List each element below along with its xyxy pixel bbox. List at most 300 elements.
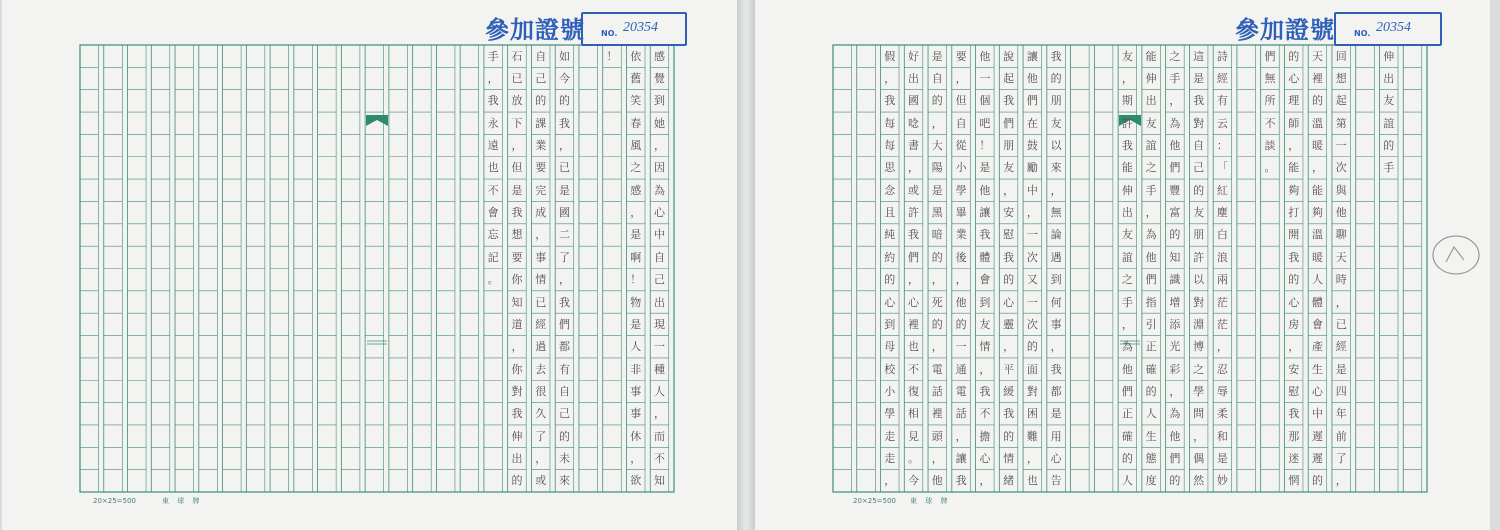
right-handwritten-char: 學 bbox=[884, 407, 896, 421]
right-handwritten-char: 心 bbox=[979, 451, 991, 465]
right-handwritten-char: 他 bbox=[1121, 362, 1133, 376]
right-handwritten-char: 出 bbox=[1121, 206, 1133, 220]
right-handwritten-char: 他 bbox=[1335, 206, 1347, 220]
left-handwritten-char: 我 bbox=[511, 206, 523, 220]
right-handwritten-char: 業 bbox=[955, 228, 967, 242]
right-handwritten-char: 之 bbox=[1121, 273, 1133, 287]
right-handwritten-char: 們 bbox=[1003, 116, 1015, 130]
left-handwritten-char: 會 bbox=[487, 206, 499, 220]
right-handwritten-char: ， bbox=[1145, 206, 1157, 220]
left-handwritten-char: 你 bbox=[511, 273, 523, 287]
right-handwritten-char: ， bbox=[1003, 340, 1015, 354]
right-handwritten-char: 論 bbox=[1050, 228, 1062, 242]
right-handwritten-char: 手 bbox=[1145, 183, 1157, 197]
left-handwritten-char: 一 bbox=[654, 340, 665, 354]
right-handwritten-char: 我 bbox=[955, 474, 967, 488]
left-handwritten-char: 事 bbox=[630, 384, 642, 398]
right-handwritten-char: 的 bbox=[1003, 429, 1015, 443]
left-handwritten-char: 依 bbox=[630, 49, 642, 63]
right-handwritten-char: 心 bbox=[1050, 451, 1062, 465]
right-handwritten-char: 確 bbox=[1121, 429, 1133, 443]
left-handwritten-char: 我 bbox=[558, 295, 570, 309]
right-handwritten-char: 師 bbox=[1288, 116, 1300, 130]
right-handwritten-char: 手 bbox=[1383, 161, 1395, 175]
right-handwritten-char: ， bbox=[979, 474, 991, 488]
right-handwritten-char: 不 bbox=[1264, 116, 1276, 130]
right-handwritten-char: ， bbox=[1050, 340, 1062, 354]
left-handwritten-char: 是 bbox=[558, 183, 570, 197]
right-handwritten-char: 情 bbox=[979, 340, 991, 354]
left-handwritten-char: 如 bbox=[558, 49, 570, 63]
right-handwritten-char: 也 bbox=[1026, 474, 1038, 488]
right-handwritten-char: 但 bbox=[955, 94, 967, 108]
right-handwritten-char: 到 bbox=[884, 317, 896, 331]
right-handwritten-char: 我 bbox=[1003, 407, 1015, 421]
right-handwritten-char: 我 bbox=[1003, 250, 1015, 264]
left-footer-publisher: 東 球 牌 bbox=[162, 497, 203, 505]
right-handwritten-char: 柔 bbox=[1216, 407, 1228, 421]
right-handwritten-char: 經 bbox=[1216, 72, 1228, 86]
left-handwritten-char: 物 bbox=[630, 295, 642, 309]
left-handwritten-char: 的 bbox=[558, 429, 570, 443]
left-handwritten-char: 很 bbox=[535, 384, 547, 398]
right-handwritten-char: 書 bbox=[908, 139, 920, 153]
right-handwritten-char: 或 bbox=[908, 183, 920, 197]
left-handwritten-char: ， bbox=[630, 206, 642, 220]
right-handwritten-char: 讓 bbox=[955, 451, 967, 465]
right-handwritten-char: 次 bbox=[1335, 161, 1347, 175]
left-handwritten-char: 伸 bbox=[511, 429, 523, 443]
right-handwritten-char: 年 bbox=[1335, 407, 1347, 421]
right-handwritten-char: 電 bbox=[955, 384, 967, 398]
right-handwritten-char: 們 bbox=[1121, 384, 1133, 398]
right-handwritten-char: 自 bbox=[931, 72, 943, 86]
book-gutter bbox=[737, 0, 755, 530]
right-handwritten-char: ， bbox=[955, 273, 967, 287]
right-handwritten-char: 的 bbox=[1288, 273, 1300, 287]
right-handwritten-char: 之 bbox=[1145, 161, 1157, 175]
left-handwritten-char: ， bbox=[535, 228, 547, 242]
right-handwritten-char: 暗 bbox=[931, 228, 943, 242]
left-handwritten-char: 知 bbox=[654, 474, 665, 488]
margin-circle-mark bbox=[1430, 232, 1482, 278]
right-handwritten-char: 畢 bbox=[955, 206, 967, 220]
right-handwritten-char: 是 bbox=[931, 49, 943, 63]
right-handwritten-char: 有 bbox=[1216, 94, 1228, 108]
left-handwritten-char: 休 bbox=[630, 429, 642, 443]
right-handwritten-char: 之 bbox=[1193, 362, 1205, 376]
right-handwritten-char: 己 bbox=[1193, 161, 1205, 175]
right-handwritten-char: 朋 bbox=[1050, 94, 1062, 108]
left-handwritten-char: 非 bbox=[630, 362, 642, 376]
left-handwritten-char: 到 bbox=[654, 94, 665, 108]
right-handwritten-char: 。 bbox=[908, 451, 920, 465]
right-handwritten-char: 他 bbox=[979, 49, 991, 63]
right-number-value: 20354 bbox=[1376, 20, 1411, 35]
left-handwritten-char: 春 bbox=[630, 116, 642, 130]
right-handwritten-char: 心 bbox=[1311, 384, 1323, 398]
right-handwritten-char: 是 bbox=[931, 183, 943, 197]
right-handwritten-char: 體 bbox=[979, 250, 991, 264]
right-handwritten-char: ， bbox=[1050, 183, 1062, 197]
right-handwritten-char: 知 bbox=[1169, 250, 1181, 264]
right-handwritten-char: 他 bbox=[931, 474, 943, 488]
right-handwritten-char: 正 bbox=[1121, 407, 1133, 421]
right-handwritten-char: ， bbox=[1121, 317, 1133, 331]
right-handwritten-char: ， bbox=[1311, 161, 1323, 175]
right-handwritten-char: 裡 bbox=[908, 317, 920, 331]
right-handwritten-char: 夠 bbox=[1288, 183, 1300, 197]
left-handwritten-char: 是 bbox=[511, 183, 523, 197]
right-handwritten-char: 何 bbox=[1050, 295, 1062, 309]
left-handwritten-char: 已 bbox=[535, 295, 547, 309]
right-handwritten-char: 能 bbox=[1288, 161, 1300, 175]
left-handwritten-char: 國 bbox=[558, 206, 570, 220]
right-handwritten-char: 為 bbox=[1145, 228, 1157, 242]
right-handwritten-char: 誼 bbox=[1383, 116, 1395, 130]
right-handwritten-char: 我 bbox=[1050, 362, 1062, 376]
right-handwritten-char: 勵 bbox=[1026, 161, 1038, 175]
right-handwritten-char: 引 bbox=[1145, 317, 1157, 331]
left-handwritten-char: 感 bbox=[654, 49, 665, 63]
right-handwritten-char: 的 bbox=[1003, 273, 1015, 287]
left-handwritten-char: 出 bbox=[511, 451, 523, 465]
right-handwritten-char: ， bbox=[1335, 474, 1347, 488]
right-handwritten-char: 增 bbox=[1169, 295, 1181, 309]
left-handwritten-char: 了 bbox=[558, 250, 570, 264]
left-handwritten-char: 未 bbox=[558, 451, 570, 465]
right-handwritten-char: 平 bbox=[1003, 362, 1015, 376]
left-handwritten-char: ， bbox=[535, 451, 547, 465]
right-handwritten-char: 豐 bbox=[1169, 183, 1181, 197]
right-handwritten-char: 頭 bbox=[931, 429, 943, 443]
left-handwritten-char: 手 bbox=[487, 49, 499, 63]
right-handwritten-char: 茫 bbox=[1216, 295, 1228, 309]
right-handwritten-char: 是 bbox=[979, 161, 991, 175]
left-handwritten-char: 遠 bbox=[487, 139, 499, 153]
left-handwritten-char: 已 bbox=[558, 161, 570, 175]
right-handwritten-char: ， bbox=[979, 362, 991, 376]
left-handwritten-char: 要 bbox=[535, 161, 547, 175]
right-handwritten-char: 一 bbox=[1026, 295, 1038, 309]
left-handwritten-char: 對 bbox=[511, 384, 523, 398]
left-handwritten-char: 欲 bbox=[630, 474, 642, 488]
right-handwritten-char: ： bbox=[1216, 139, 1228, 153]
right-handwritten-char: 裡 bbox=[931, 407, 943, 421]
left-footer-grid-spec: 20×25=500 bbox=[93, 497, 136, 505]
right-handwritten-char: 以 bbox=[1193, 273, 1205, 287]
left-handwritten-char: 去 bbox=[535, 362, 547, 376]
right-handwritten-char: 讓 bbox=[1026, 49, 1038, 63]
right-handwritten-char: 人 bbox=[1121, 474, 1133, 488]
right-handwritten-char: 相 bbox=[908, 407, 920, 421]
right-handwritten-char: 遲 bbox=[1311, 451, 1323, 465]
right-number-label: NO. bbox=[1354, 29, 1371, 38]
left-handwritten-char: 已 bbox=[511, 72, 523, 86]
left-handwritten-char: 不 bbox=[487, 183, 499, 197]
left-handwritten-char: 事 bbox=[535, 250, 547, 264]
right-handwritten-char: 伸 bbox=[1121, 183, 1133, 197]
right-handwritten-char: 光 bbox=[1169, 340, 1181, 354]
right-footer-publisher: 東 球 牌 bbox=[910, 497, 951, 505]
right-handwritten-char: 想 bbox=[1335, 72, 1347, 86]
left-handwritten-char: ， bbox=[654, 407, 665, 421]
right-handwritten-char: 們 bbox=[1026, 94, 1038, 108]
right-handwritten-char: 慰 bbox=[1288, 384, 1300, 398]
right-handwritten-char: 回 bbox=[1335, 49, 1347, 63]
right-handwritten-char: 且 bbox=[884, 206, 896, 220]
right-answer-sheet bbox=[755, 0, 1490, 530]
right-handwritten-char: ， bbox=[1288, 340, 1300, 354]
right-handwritten-char: 。 bbox=[1264, 161, 1276, 175]
left-handwritten-char: 經 bbox=[535, 317, 547, 331]
right-handwritten-char: 彩 bbox=[1169, 362, 1181, 376]
right-handwritten-char: 是 bbox=[1335, 362, 1347, 376]
left-handwritten-char: 都 bbox=[558, 340, 570, 354]
right-handwritten-char: 四 bbox=[1335, 384, 1347, 398]
right-handwritten-char: 為 bbox=[1169, 407, 1181, 421]
right-handwritten-char: 我 bbox=[1193, 94, 1205, 108]
right-handwritten-char: 純 bbox=[884, 228, 896, 242]
left-answer-sheet bbox=[2, 0, 737, 530]
right-handwritten-char: 出 bbox=[1383, 72, 1395, 86]
right-handwritten-char: 起 bbox=[1335, 94, 1347, 108]
right-handwritten-char: 體 bbox=[1311, 295, 1323, 309]
right-handwritten-char: 了 bbox=[1335, 451, 1347, 465]
right-handwritten-char: 伸 bbox=[1383, 49, 1395, 63]
right-handwritten-char: 大 bbox=[931, 139, 943, 153]
right-handwritten-char: 遇 bbox=[1050, 250, 1062, 264]
right-handwritten-char: 的 bbox=[1311, 474, 1323, 488]
right-handwritten-char: 期 bbox=[1121, 94, 1133, 108]
left-handwritten-char: ， bbox=[558, 273, 570, 287]
right-handwritten-char: 這 bbox=[1193, 49, 1205, 63]
left-handwritten-char: 要 bbox=[511, 250, 523, 264]
right-handwritten-char: 許 bbox=[1121, 116, 1133, 130]
right-handwritten-char: 走 bbox=[884, 451, 896, 465]
right-handwritten-char: 一 bbox=[1335, 139, 1347, 153]
right-handwritten-char: 國 bbox=[908, 94, 920, 108]
left-handwritten-char: 過 bbox=[535, 340, 547, 354]
left-handwritten-char: ， bbox=[487, 72, 499, 86]
left-number-value: 20354 bbox=[623, 20, 658, 35]
right-handwritten-char: 偶 bbox=[1193, 451, 1205, 465]
right-handwritten-char: 前 bbox=[1335, 429, 1347, 443]
left-handwritten-char: 因 bbox=[654, 161, 665, 175]
right-handwritten-char: 思 bbox=[884, 161, 896, 175]
left-handwritten-char: 舊 bbox=[630, 72, 642, 86]
right-handwritten-char: 對 bbox=[1193, 116, 1205, 130]
right-handwritten-char: ， bbox=[884, 474, 896, 488]
right-handwritten-char: 談 bbox=[1264, 139, 1276, 153]
left-handwritten-char: 或 bbox=[535, 474, 547, 488]
right-handwritten-char: ， bbox=[908, 273, 920, 287]
left-handwritten-char: 石 bbox=[511, 49, 523, 63]
right-handwritten-char: 次 bbox=[1026, 250, 1038, 264]
right-handwritten-char: 詩 bbox=[1216, 49, 1228, 63]
right-handwritten-char: 的 bbox=[1050, 72, 1062, 86]
right-handwritten-char: 難 bbox=[1026, 429, 1038, 443]
right-handwritten-char: 友 bbox=[979, 317, 991, 331]
right-handwritten-char: 我 bbox=[1288, 250, 1300, 264]
right-handwritten-char: 心 bbox=[1288, 295, 1300, 309]
right-handwritten-char: 們 bbox=[1169, 161, 1181, 175]
right-handwritten-char: 惘 bbox=[1288, 474, 1300, 488]
right-handwritten-char: 和 bbox=[1216, 429, 1228, 443]
right-handwritten-char: 友 bbox=[1121, 49, 1133, 63]
right-handwritten-char: 會 bbox=[979, 273, 991, 287]
right-handwritten-char: 辱 bbox=[1216, 384, 1228, 398]
right-handwritten-char: 安 bbox=[1288, 362, 1300, 376]
left-handwritten-char: 放 bbox=[511, 94, 523, 108]
right-handwritten-char: 夠 bbox=[1311, 206, 1323, 220]
left-handwritten-char: 有 bbox=[558, 362, 570, 376]
left-handwritten-char: ， bbox=[511, 139, 523, 153]
right-handwritten-char: 出 bbox=[1145, 94, 1157, 108]
right-handwritten-char: 到 bbox=[979, 295, 991, 309]
left-handwritten-char: 她 bbox=[654, 116, 665, 130]
right-handwritten-char: 以 bbox=[1050, 139, 1062, 153]
right-handwritten-char: 兩 bbox=[1216, 273, 1228, 287]
left-handwritten-char: 是 bbox=[630, 317, 642, 331]
left-handwritten-char: 知 bbox=[511, 295, 523, 309]
right-handwritten-char: 心 bbox=[1288, 72, 1300, 86]
right-handwritten-char: 許 bbox=[1193, 250, 1205, 264]
right-handwritten-char: 浪 bbox=[1216, 250, 1228, 264]
right-handwritten-char: 友 bbox=[1050, 116, 1062, 130]
left-handwritten-char: 我 bbox=[487, 94, 499, 108]
right-handwritten-char: 的 bbox=[931, 317, 943, 331]
left-handwritten-char: 出 bbox=[654, 295, 665, 309]
right-handwritten-char: 手 bbox=[1121, 295, 1133, 309]
right-handwritten-char: 告 bbox=[1050, 474, 1062, 488]
right-handwritten-char: 與 bbox=[1335, 183, 1347, 197]
right-handwritten-char: 見 bbox=[908, 429, 920, 443]
right-handwritten-char: 對 bbox=[1193, 295, 1205, 309]
right-handwritten-char: 云 bbox=[1216, 116, 1228, 130]
right-handwritten-char: 誼 bbox=[1121, 250, 1133, 264]
right-handwritten-char: 添 bbox=[1169, 317, 1181, 331]
left-handwritten-char: 己 bbox=[654, 273, 665, 287]
right-handwritten-char: 一 bbox=[979, 72, 991, 86]
right-handwritten-char: 朋 bbox=[1193, 228, 1205, 242]
right-handwritten-char: 一 bbox=[1026, 228, 1038, 242]
left-handwritten-char: 想 bbox=[511, 228, 523, 242]
left-handwritten-char: 感 bbox=[630, 183, 642, 197]
right-handwritten-char: 的 bbox=[1193, 183, 1205, 197]
right-handwritten-char: 暖 bbox=[1311, 139, 1323, 153]
right-handwritten-char: 開 bbox=[1288, 228, 1300, 242]
right-handwritten-char: 妙 bbox=[1216, 474, 1228, 488]
right-handwritten-char: 塵 bbox=[1216, 206, 1228, 220]
right-handwritten-char: ， bbox=[931, 451, 943, 465]
right-handwritten-char: 又 bbox=[1026, 273, 1038, 287]
right-handwritten-char: 擔 bbox=[979, 429, 991, 443]
right-handwritten-char: 他 bbox=[955, 295, 967, 309]
right-handwritten-char: 來 bbox=[1050, 161, 1062, 175]
right-handwritten-char: 生 bbox=[1145, 429, 1157, 443]
right-handwritten-char: 是 bbox=[1050, 407, 1062, 421]
right-handwritten-char: 小 bbox=[884, 384, 896, 398]
right-handwritten-char: 朋 bbox=[1003, 139, 1015, 153]
right-handwritten-char: 一 bbox=[955, 340, 967, 354]
right-handwritten-char: 約 bbox=[884, 250, 896, 264]
right-handwritten-char: ， bbox=[931, 273, 943, 287]
left-handwritten-char: 為 bbox=[654, 183, 665, 197]
left-handwritten-char: 現 bbox=[654, 317, 665, 331]
right-handwritten-char: 的 bbox=[884, 273, 896, 287]
right-handwritten-char: 溫 bbox=[1311, 228, 1323, 242]
left-handwritten-char: 也 bbox=[487, 161, 499, 175]
right-handwritten-char: 產 bbox=[1311, 340, 1323, 354]
left-handwritten-char: 不 bbox=[654, 451, 665, 465]
right-handwritten-char: ， bbox=[1026, 451, 1038, 465]
right-handwritten-char: 我 bbox=[1003, 94, 1015, 108]
right-handwritten-char: 的 bbox=[1169, 228, 1181, 242]
left-handwritten-char: 啊 bbox=[630, 250, 642, 264]
right-handwritten-char: 自 bbox=[955, 116, 967, 130]
right-handwritten-char: 他 bbox=[979, 183, 991, 197]
right-handwritten-char: ， bbox=[931, 340, 943, 354]
right-handwritten-char: 用 bbox=[1050, 429, 1062, 443]
right-handwritten-char: 友 bbox=[1145, 116, 1157, 130]
right-handwritten-char: 聊 bbox=[1335, 228, 1347, 242]
right-handwritten-char: 自 bbox=[1193, 139, 1205, 153]
right-handwritten-char: 之 bbox=[1169, 49, 1181, 63]
right-handwritten-char: 遲 bbox=[1311, 429, 1323, 443]
right-handwritten-char: 母 bbox=[884, 340, 896, 354]
right-handwritten-char: 那 bbox=[1288, 429, 1300, 443]
left-handwritten-char: 自 bbox=[558, 384, 570, 398]
right-handwritten-char: 我 bbox=[979, 228, 991, 242]
right-handwritten-char: 指 bbox=[1145, 295, 1157, 309]
left-handwritten-char: 情 bbox=[535, 273, 547, 287]
right-handwritten-char: 黑 bbox=[931, 206, 943, 220]
right-handwritten-char: 緒 bbox=[1003, 474, 1015, 488]
right-handwritten-char: ， bbox=[1288, 139, 1300, 153]
right-handwritten-char: 無 bbox=[1050, 206, 1062, 220]
right-handwritten-char: 天 bbox=[1311, 49, 1323, 63]
right-handwritten-char: 人 bbox=[1311, 273, 1323, 287]
left-handwritten-char: 你 bbox=[511, 362, 523, 376]
right-handwritten-char: 暖 bbox=[1311, 250, 1323, 264]
right-handwritten-char: 的 bbox=[1169, 474, 1181, 488]
right-handwritten-char: ， bbox=[1121, 72, 1133, 86]
right-handwritten-char: 為 bbox=[1121, 340, 1133, 354]
right-handwritten-char: 為 bbox=[1169, 116, 1181, 130]
left-handwritten-char: 中 bbox=[654, 228, 665, 242]
right-handwritten-char: 友 bbox=[1383, 94, 1395, 108]
right-handwritten-char: 茫 bbox=[1216, 317, 1228, 331]
left-header-title: 參加證號 bbox=[485, 15, 585, 44]
right-handwritten-char: 困 bbox=[1026, 407, 1038, 421]
left-handwritten-char: 的 bbox=[511, 474, 523, 488]
right-number-box bbox=[1334, 12, 1442, 46]
left-handwritten-char: 。 bbox=[487, 273, 499, 287]
right-handwritten-char: ， bbox=[931, 116, 943, 130]
right-handwritten-char: 忍 bbox=[1216, 362, 1228, 376]
right-handwritten-char: 通 bbox=[955, 362, 967, 376]
right-handwritten-char: 中 bbox=[1026, 183, 1038, 197]
left-handwritten-char: 記 bbox=[487, 250, 499, 264]
right-handwritten-char: 生 bbox=[1311, 362, 1323, 376]
right-handwritten-char: ， bbox=[908, 161, 920, 175]
left-handwritten-char: 覺 bbox=[654, 72, 665, 86]
right-handwritten-char: ， bbox=[1216, 340, 1228, 354]
right-footer-grid-spec: 20×25=500 bbox=[853, 497, 896, 505]
right-handwritten-char: 念 bbox=[884, 183, 896, 197]
right-handwritten-char: 伸 bbox=[1145, 72, 1157, 86]
